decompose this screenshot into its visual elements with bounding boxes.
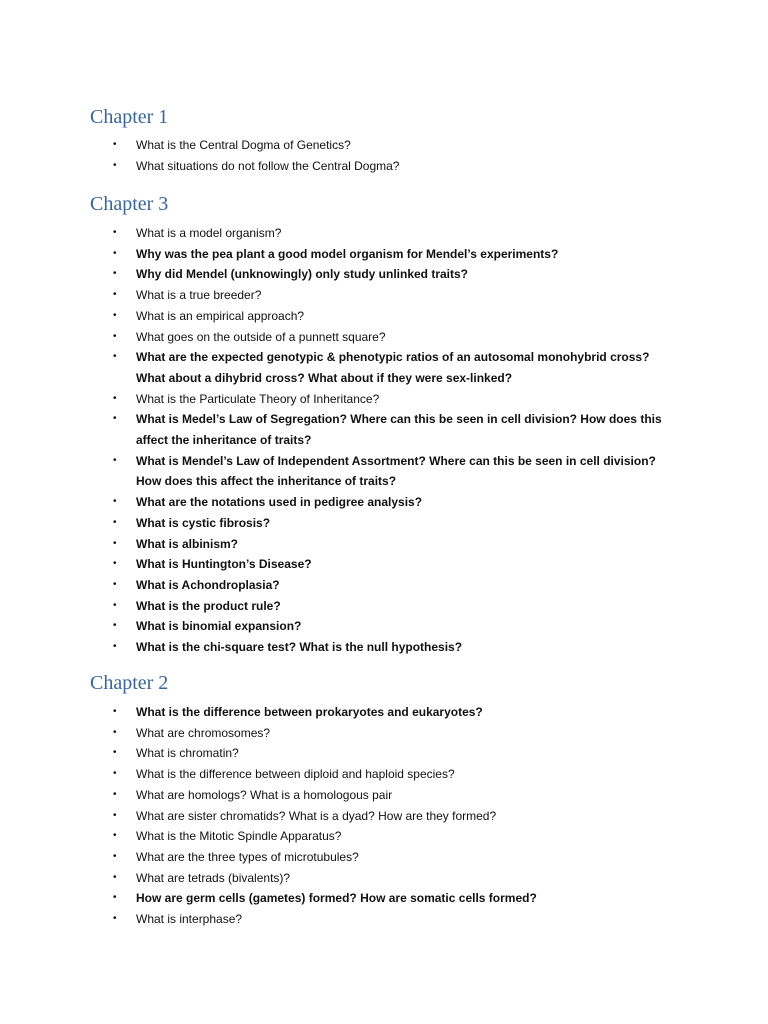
list-item [0,888,676,909]
question-text [136,868,676,889]
question-text [136,409,676,450]
chapter-heading: Chapter 3 [90,193,169,215]
list-item [0,513,676,534]
bullet-icon: • [113,599,117,611]
bullet-icon: • [113,159,117,171]
list-item [0,847,676,868]
question-text [136,135,676,156]
question-text [136,888,676,909]
question-text [136,909,676,930]
list-item [0,156,676,177]
question-text [136,513,676,534]
question-text [136,702,676,723]
bullet-icon: • [113,289,117,301]
question-line: What is Huntington’s Disease? [136,557,312,572]
list-item [0,306,676,327]
list-item [0,223,676,244]
list-item [0,534,676,555]
list-item [0,702,676,723]
list-item [0,616,676,637]
question-line: What is binomial expansion? [136,619,302,634]
question-list [0,135,676,176]
bullet-icon: • [113,496,117,508]
question-text [136,534,676,555]
question-line: What is the Mitotic Spindle Apparatus? [136,829,342,844]
bullet-icon: • [113,850,117,862]
list-item [0,806,676,827]
question-text [136,785,676,806]
bullet-icon: • [113,309,117,321]
question-line: What is an empirical approach? [136,308,305,323]
bullet-icon: • [113,809,117,821]
bullet-icon: • [113,516,117,528]
list-item [0,868,676,889]
list-item [0,347,676,388]
question-line: What is albinism? [136,536,239,551]
list-item [0,826,676,847]
question-line: What is the difference between diploid and haploid species? [136,767,455,782]
list-item [0,743,676,764]
question-line: What is cystic fibrosis? [136,515,271,530]
question-text [136,616,676,637]
question-line: affect the inheritance of traits? [136,433,312,448]
question-line: What is the chi-square test? What is the null hypothesis? [136,640,463,655]
chapter-heading: Chapter 2 [90,672,169,694]
question-line: What are the three types of microtubules? [136,849,359,864]
question-text [136,244,676,265]
question-text [136,264,676,285]
bullet-icon: • [113,454,117,466]
bullet-icon: • [113,788,117,800]
chapter-heading: Chapter 1 [90,106,169,128]
question-line: What are tetrads (bivalents)? [136,870,291,885]
bullet-icon: • [113,892,117,904]
question-text [136,156,676,177]
list-item [0,244,676,265]
list-item [0,389,676,410]
bullet-icon: • [113,392,117,404]
list-item [0,135,676,156]
question-text [136,743,676,764]
question-line: What is a true breeder? [136,288,262,303]
question-line: What is the Central Dogma of Genetics? [136,138,351,152]
bullet-icon: • [113,351,117,363]
list-item [0,492,676,513]
question-text [136,389,676,410]
question-text [136,285,676,306]
question-text [136,826,676,847]
bullet-icon: • [113,330,117,342]
list-item [0,596,676,617]
bullet-icon: • [113,747,117,759]
list-item [0,327,676,348]
question-text [136,492,676,513]
bullet-icon: • [113,871,117,883]
question-line: What is the difference between prokaryotes and eukaryotes? [136,705,483,719]
question-line: What is Mendel’s Law of Independent Assortment? Where can this be seen in cell division? [136,453,656,468]
list-item [0,909,676,930]
bullet-icon: • [113,578,117,590]
question-line: What are sister chromatids? What is a dyad? How are they formed? [136,808,497,823]
question-line: What is the Particulate Theory of Inheritance? [136,391,380,406]
question-text [136,806,676,827]
bullet-icon: • [113,227,117,238]
question-line: What are the notations used in pedigree analysis? [136,495,423,510]
question-line: What is interphase? [136,912,243,927]
question-line: What about a dihybrid cross? What about if they were sex-linked? [136,370,513,385]
list-item [0,764,676,785]
list-item [0,285,676,306]
question-line: What are homologs? What is a homologous pair [136,787,393,802]
bullet-icon: • [113,247,117,259]
question-text [136,554,676,575]
question-line: What are the expected genotypic & phenotypic ratios of an autosomal monohybrid cross? [136,350,650,365]
question-list [0,223,676,658]
question-text [136,596,676,617]
bullet-icon: • [113,641,117,653]
question-line: What is Achondroplasia? [136,577,280,592]
bullet-icon: • [113,537,117,549]
question-text [136,637,676,658]
list-item [0,451,676,492]
bullet-icon: • [113,830,117,842]
question-line: What is Medel’s Law of Segregation? Where can this be seen in cell division? How does this [136,412,662,427]
list-item [0,785,676,806]
question-text [136,575,676,596]
bullet-icon: • [113,413,117,425]
list-item [0,575,676,596]
question-text [136,847,676,868]
list-item [0,554,676,575]
question-text [136,327,676,348]
list-item [0,409,676,450]
bullet-icon: • [113,768,117,780]
bullet-icon: • [113,620,117,632]
question-line: How does this affect the inheritance of traits? [136,474,397,489]
question-line: What are chromosomes? [136,725,271,740]
list-item [0,264,676,285]
question-line: Why was the pea plant a good model organism for Mendel’s experiments? [136,246,559,261]
question-text [136,347,676,388]
question-text [136,723,676,744]
question-text [136,451,676,492]
question-text [136,764,676,785]
list-item [0,723,676,744]
bullet-icon: • [113,726,117,738]
question-line: What is chromatin? [136,746,239,761]
bullet-icon: • [113,706,117,717]
question-line: What goes on the outside of a punnett square? [136,329,386,344]
question-text [136,223,676,244]
bullet-icon: • [113,139,117,150]
question-line: What situations do not follow the Central Dogma? [136,158,400,173]
question-line: What is a model organism? [136,226,282,240]
question-line: What is the product rule? [136,598,281,613]
question-line: How are germ cells (gametes) formed? How are somatic cells formed? [136,891,537,906]
question-line: Why did Mendel (unknowingly) only study unlinked traits? [136,267,469,282]
bullet-icon: • [113,558,117,570]
question-list [0,702,676,930]
list-item [0,637,676,658]
bullet-icon: • [113,913,117,925]
bullet-icon: • [113,268,117,280]
question-text [136,306,676,327]
